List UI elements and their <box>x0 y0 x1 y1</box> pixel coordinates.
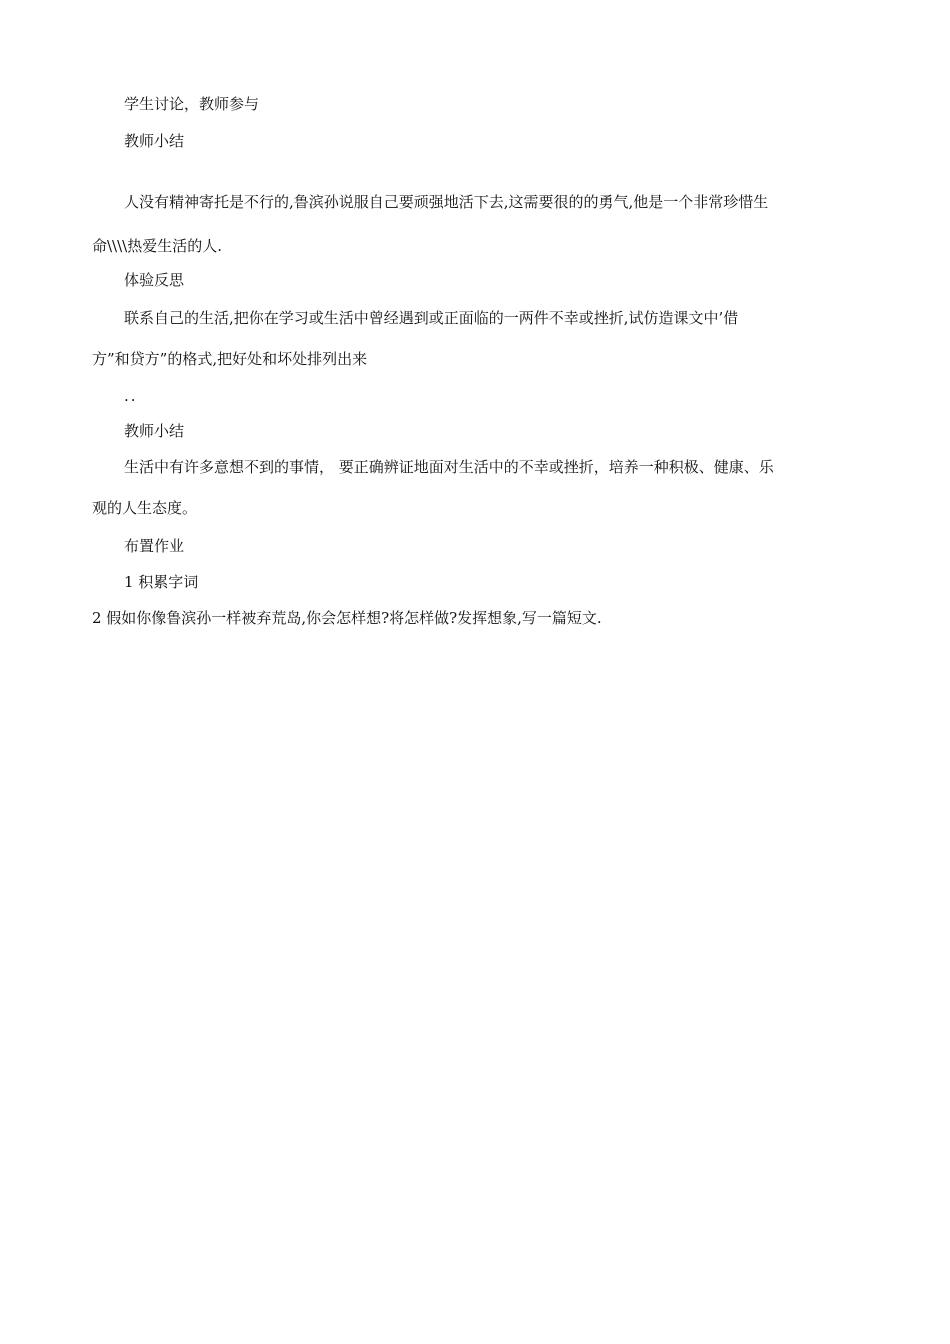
paragraph-spiritual-sustenance-continued: 命\\\\热爱生活的人. <box>92 237 222 255</box>
heading-teacher-summary-2: 教师小结 <box>124 422 185 440</box>
paragraph-reflection-task-continued: 方”和贷方”的格式,把好处和坏处排列出来 <box>92 350 368 368</box>
paragraph-life-attitude: 生活中有许多意想不到的事情， 要正确辨证地面对生活中的不幸或挫折，培养一种积极、健康、乐 <box>124 458 774 476</box>
paragraph-student-discussion: 学生讨论，教师参与 <box>124 95 260 113</box>
paragraph-life-attitude-continued: 观的人生态度。 <box>92 499 198 517</box>
dots-placeholder: .. <box>124 387 138 405</box>
homework-item-2: 2 假如你像鲁滨孙一样被弃荒岛,你会怎样想?将怎样做?发挥想象,写一篇短文. <box>92 609 602 627</box>
paragraph-spiritual-sustenance: 人没有精神寄托是不行的,鲁滨孙说服自己要顽强地活下去,这需要很的的勇气,他是一个非常珍惜生 <box>124 193 769 211</box>
heading-teacher-summary: 教师小结 <box>124 132 185 150</box>
heading-homework: 布置作业 <box>124 537 185 555</box>
homework-item-1: 1 积累字词 <box>124 573 199 591</box>
heading-experience-reflection: 体验反思 <box>124 271 185 289</box>
paragraph-reflection-task: 联系自己的生活,把你在学习或生活中曾经遇到或正面临的一两件不幸或挫折,试仿造课文中’借 <box>124 309 739 327</box>
